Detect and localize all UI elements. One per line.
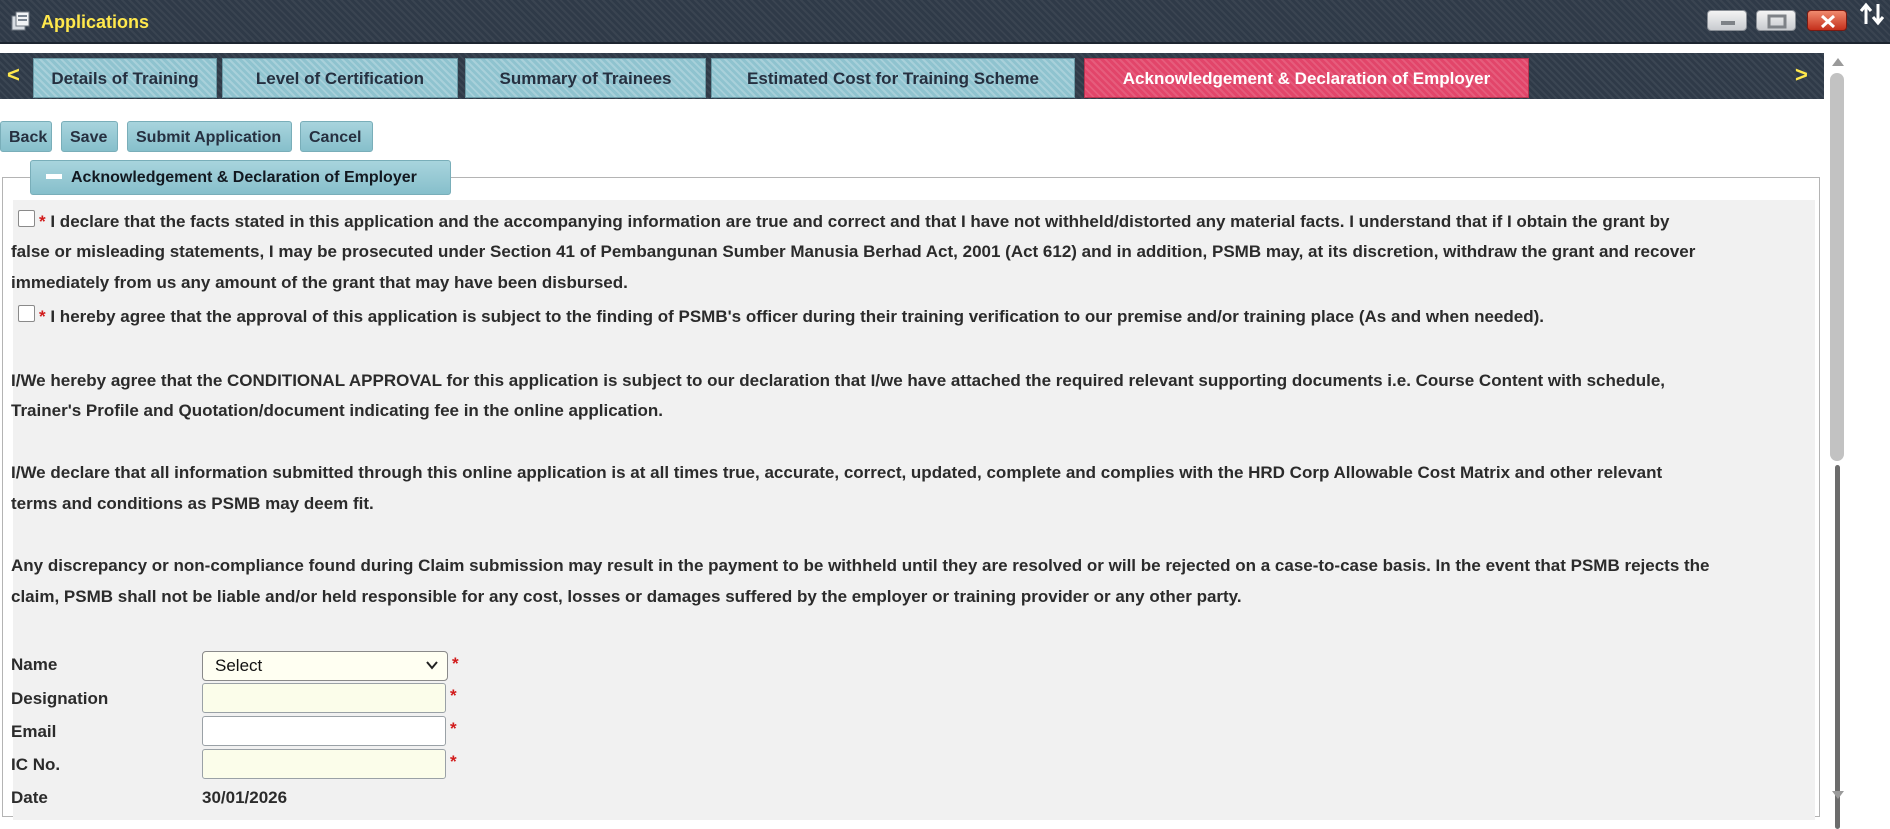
declaration-2-line-1: * I hereby agree that the approval of this application is subject to the finding of PSMB's officer during their training verification to our premise and/or training place (As and when needed).: [39, 307, 1544, 326]
date-label: Date: [11, 788, 48, 807]
conditional-approval-line-2: Trainer's Profile and Quotation/document indicating fee in the online application.: [11, 401, 663, 420]
designation-label: Designation: [11, 689, 109, 708]
declaration-1-line-3: immediately from us any amount of the grant that may have been disbursed.: [11, 273, 628, 292]
title-bar: [0, 0, 1890, 44]
tab-next-arrow[interactable]: >: [1795, 62, 1808, 87]
name-select[interactable]: [202, 651, 448, 681]
declaration-1-line-2: false or misleading statements, I may be prosecuted under Section 41 of Pembangunan Sumber Manusia Berhad Act, 2001 (Act 612) and in addition, PSMB may, at its discretion, withdraw the grant and recover: [11, 242, 1696, 261]
section-legend[interactable]: [30, 160, 451, 195]
ic-no-label: IC No.: [11, 755, 61, 774]
declaration-1-line-1: * I declare that the facts stated in this application and the accompanying information are true and correct and that I have not withheld/distorted any material facts. I understand that if I obtain the grant by: [39, 212, 1670, 231]
vertical-scrollbar[interactable]: [1826, 53, 1850, 805]
section-title: Acknowledgement & Declaration of Employer: [71, 169, 417, 186]
tab-estimated-cost[interactable]: Estimated Cost for Training Scheme: [711, 58, 1075, 98]
information-declaration-line-2: terms and conditions as PSMB may deem fit.: [11, 494, 374, 513]
name-required-mark: *: [452, 654, 459, 673]
ic-no-required-mark: *: [450, 752, 457, 771]
claim-discrepancy-line-2: claim, PSMB shall not be liable and/or held responsible for any cost, losses or damages suffered by the employer or training provider or any other party.: [11, 587, 1242, 606]
submit-application-button[interactable]: Submit Application: [127, 121, 292, 152]
tab-acknowledgement-declaration[interactable]: Acknowledgement & Declaration of Employer: [1084, 58, 1529, 98]
maximize-button[interactable]: [1756, 10, 1796, 31]
close-icon: [1808, 11, 1848, 32]
scroll-up-arrow-icon[interactable]: [1830, 55, 1846, 67]
close-button[interactable]: [1807, 10, 1847, 31]
save-button[interactable]: Save: [61, 121, 118, 152]
sort-arrows-icon[interactable]: [1859, 2, 1885, 26]
designation-required-mark: *: [450, 686, 457, 705]
back-button[interactable]: Back: [0, 121, 52, 152]
maximize-icon: [1757, 11, 1797, 32]
scrollbar-track[interactable]: [1835, 465, 1840, 829]
window-title: Applications: [41, 12, 150, 32]
email-label: Email: [11, 722, 57, 741]
required-mark: *: [39, 212, 46, 231]
scrollbar-thumb[interactable]: [1830, 73, 1844, 461]
tab-prev-arrow[interactable]: <: [7, 62, 20, 87]
tab-summary-of-trainees[interactable]: Summary of Trainees: [465, 58, 706, 98]
email-required-mark: *: [450, 719, 457, 738]
name-select-value: Select: [215, 656, 263, 675]
email-input[interactable]: [202, 716, 446, 746]
minimize-button[interactable]: [1707, 10, 1747, 31]
name-label: Name: [11, 655, 58, 674]
claim-discrepancy-line-1: Any discrepancy or non-compliance found during Claim submission may result in the payment to be withheld until they are resolved or will be rejected on a case-to-case basis. In the event that PSMB rejects the: [11, 556, 1710, 575]
tab-strip: [0, 53, 1824, 99]
chevron-down-icon: [425, 658, 439, 672]
designation-input[interactable]: [202, 683, 446, 713]
app-window-icon: [10, 10, 32, 32]
conditional-approval-line-1: I/We hereby agree that the CONDITIONAL APPROVAL for this application is subject to our declaration that I/we have attached the required relevant supporting documents i.e. Course Content with schedule,: [11, 371, 1665, 390]
date-value: 30/01/2026: [202, 788, 288, 807]
required-mark: *: [39, 307, 46, 326]
information-declaration-line-1: I/We declare that all information submitted through this online application is at all times true, accurate, correct, updated, complete and complies with the HRD Corp Allowable Cost Matrix and other relevant: [11, 463, 1663, 482]
collapse-minus-icon[interactable]: [46, 174, 62, 179]
cancel-button[interactable]: Cancel: [300, 121, 373, 152]
ic-no-input[interactable]: [202, 749, 446, 779]
tab-details-of-training[interactable]: Details of Training: [33, 58, 217, 98]
minimize-icon: [1708, 11, 1748, 32]
scroll-down-arrow-icon[interactable]: [1830, 789, 1846, 801]
tab-level-of-certification[interactable]: Level of Certification: [222, 58, 458, 98]
